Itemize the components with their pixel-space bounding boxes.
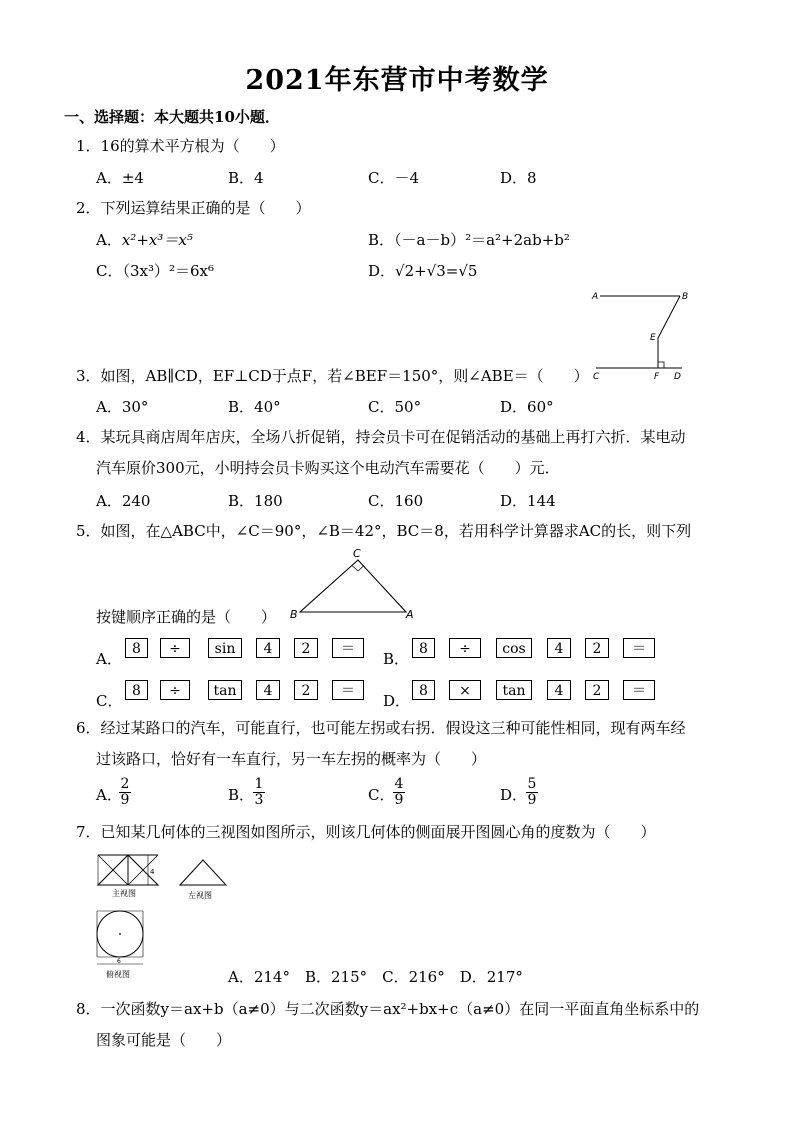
q4-option-b: B．180 <box>228 492 283 510</box>
triangle-abc <box>300 560 406 612</box>
q8-line-1: 8．一次函数y＝ax+b（a≠0）与二次函数y＝ax²+bx+c（a≠0）在同一平面直角坐标系中的 <box>76 1000 700 1018</box>
q6-line-2: 过该路口，恰好有一车直行，另一车左拐的概率为（ ） <box>96 750 487 768</box>
q2-option-b: B．（－a－b）²＝a²+2ab+b² <box>368 231 570 249</box>
q2-option-a-expr: x²+x³＝x⁵ <box>121 231 193 249</box>
segment-be <box>658 296 680 338</box>
q5-option-d-label: D． <box>383 692 411 710</box>
key: ÷ <box>160 638 190 658</box>
key: ＝ <box>623 638 655 658</box>
label-b: B <box>290 608 298 621</box>
key: 2 <box>294 638 318 658</box>
label-a: A <box>592 292 599 302</box>
key: ÷ <box>160 680 190 700</box>
q3-option-c: C．50° <box>368 398 422 416</box>
key: 2 <box>585 680 609 700</box>
q1-option-d: D．8 <box>500 169 537 187</box>
key: tan <box>208 680 242 700</box>
label-c: C <box>593 372 600 382</box>
q6-option-a-fraction <box>118 777 132 808</box>
numerator: 4 <box>394 776 404 792</box>
q5-option-a-label: A． <box>96 650 122 668</box>
q6-option-d-fraction <box>525 777 539 808</box>
key: tan <box>496 680 532 700</box>
key: 4 <box>547 680 571 700</box>
numerator: 5 <box>527 776 537 792</box>
q1-option-b: B．4 <box>228 169 264 187</box>
q1-option-a: A．±4 <box>96 169 144 187</box>
q6-option-d-label: D． <box>500 786 528 804</box>
q5-line-2: 按键顺序正确的是（ ） <box>96 608 277 626</box>
denominator: 9 <box>527 792 537 808</box>
key: 4 <box>256 638 280 658</box>
q4-option-d: D．144 <box>500 492 556 510</box>
front-view-label: 主视图 <box>112 889 136 898</box>
q1-stem: 1．16的算术平方根为（ ） <box>76 137 285 155</box>
q2-option-d: D．√2+√3=√5 <box>368 262 478 280</box>
q3-option-b: B．40° <box>228 398 281 416</box>
key: 8 <box>412 680 435 700</box>
key: cos <box>496 638 532 658</box>
q6-option-c-label: C． <box>368 786 395 804</box>
label-a: A <box>406 608 414 621</box>
front-view <box>98 855 158 885</box>
q5-line-1: 5．如图，在△ABC中，∠C＝90°，∠B＝42°，BC＝8，若用科学计算器求AC的长，则下列 <box>76 522 692 540</box>
q5-triangle-figure <box>286 546 418 624</box>
q3-stem: 3．如图，AB∥CD，EF⊥CD于点F，若∠BEF＝150°，则∠ABE＝（ ） <box>76 367 589 385</box>
key: 2 <box>294 680 318 700</box>
width-mark: 6 <box>117 958 121 965</box>
denominator: 3 <box>254 792 264 808</box>
key: 8 <box>125 638 148 658</box>
side-view <box>180 860 226 885</box>
q6-option-a-label: A． <box>96 786 122 804</box>
key: 2 <box>585 638 609 658</box>
key: sin <box>208 638 242 658</box>
q7-three-views-figure <box>90 850 240 984</box>
section-heading: 一、选择题：本大题共10小题． <box>64 108 280 126</box>
q6-option-b-label: B． <box>228 786 255 804</box>
q3-figure <box>586 286 696 386</box>
q7-stem: 7．已知某几何体的三视图如图所示，则该几何体的侧面展开图圆心角的度数为（ ） <box>76 823 656 841</box>
q1-option-c: C．－4 <box>368 169 420 187</box>
key: 8 <box>125 680 148 700</box>
key: × <box>449 680 481 700</box>
q2-stem: 2．下列运算结果正确的是（ ） <box>76 199 311 217</box>
q3-option-a: A．30° <box>96 398 149 416</box>
height-mark: 4 <box>150 868 155 876</box>
key: ÷ <box>449 638 481 658</box>
denominator: 9 <box>120 792 130 808</box>
q4-option-c: C．160 <box>368 492 424 510</box>
right-angle-mark <box>352 566 364 572</box>
denominator: 9 <box>394 792 404 808</box>
label-e: E <box>650 333 656 343</box>
q4-line-2: 汽车原价300元，小明持会员卡购买这个电动汽车需要花（ ）元． <box>96 459 560 477</box>
q2-option-c: C．（3x³）²＝6x⁶ <box>96 262 215 280</box>
numerator: 1 <box>254 776 264 792</box>
q2-option-d-expr: √2+√3=√5 <box>395 262 478 280</box>
q2-option-c-expr: （3x³）²＝6x⁶ <box>122 262 215 280</box>
label-b: B <box>682 292 689 302</box>
top-view <box>97 911 143 965</box>
label-d: D <box>674 372 681 382</box>
q8-line-2: 图象可能是（ ） <box>96 1031 232 1049</box>
label-c: C <box>353 547 361 560</box>
key: 4 <box>256 680 280 700</box>
q2-option-b-expr: （－a－b）²＝a²+2ab+b² <box>394 231 570 249</box>
side-view-label: 左视图 <box>188 891 212 900</box>
q6-option-b-fraction <box>252 777 266 808</box>
q6-option-c-fraction <box>392 777 406 808</box>
key: ＝ <box>623 680 655 700</box>
right-angle-mark <box>658 362 664 368</box>
top-view-label: 俯视图 <box>106 970 130 979</box>
page-title: 2021年东营市中考数学 <box>245 65 549 96</box>
key: ＝ <box>332 638 364 658</box>
q6-line-1: 6．经过某路口的汽车，可能直行，也可能左拐或右拐．假设这三种可能性相同，现有两车经 <box>76 719 686 737</box>
q5-option-c-label: C． <box>96 692 123 710</box>
q3-option-d: D．60° <box>500 398 554 416</box>
key: 4 <box>547 638 571 658</box>
q4-line-1: 4．某玩具商店周年店庆，全场八折促销，持会员卡可在促销活动的基础上再打六折．某电动 <box>76 428 686 446</box>
label-f: F <box>654 372 660 382</box>
key: ＝ <box>332 680 364 700</box>
q4-option-a: A．240 <box>96 492 151 510</box>
q5-option-b-label: B． <box>383 650 410 668</box>
key: 8 <box>412 638 435 658</box>
q7-options: A．214° B．215° C．216° D．217° <box>228 968 523 986</box>
numerator: 2 <box>120 776 130 792</box>
q2-option-a: A．x²+x³＝x⁵ <box>96 231 193 249</box>
